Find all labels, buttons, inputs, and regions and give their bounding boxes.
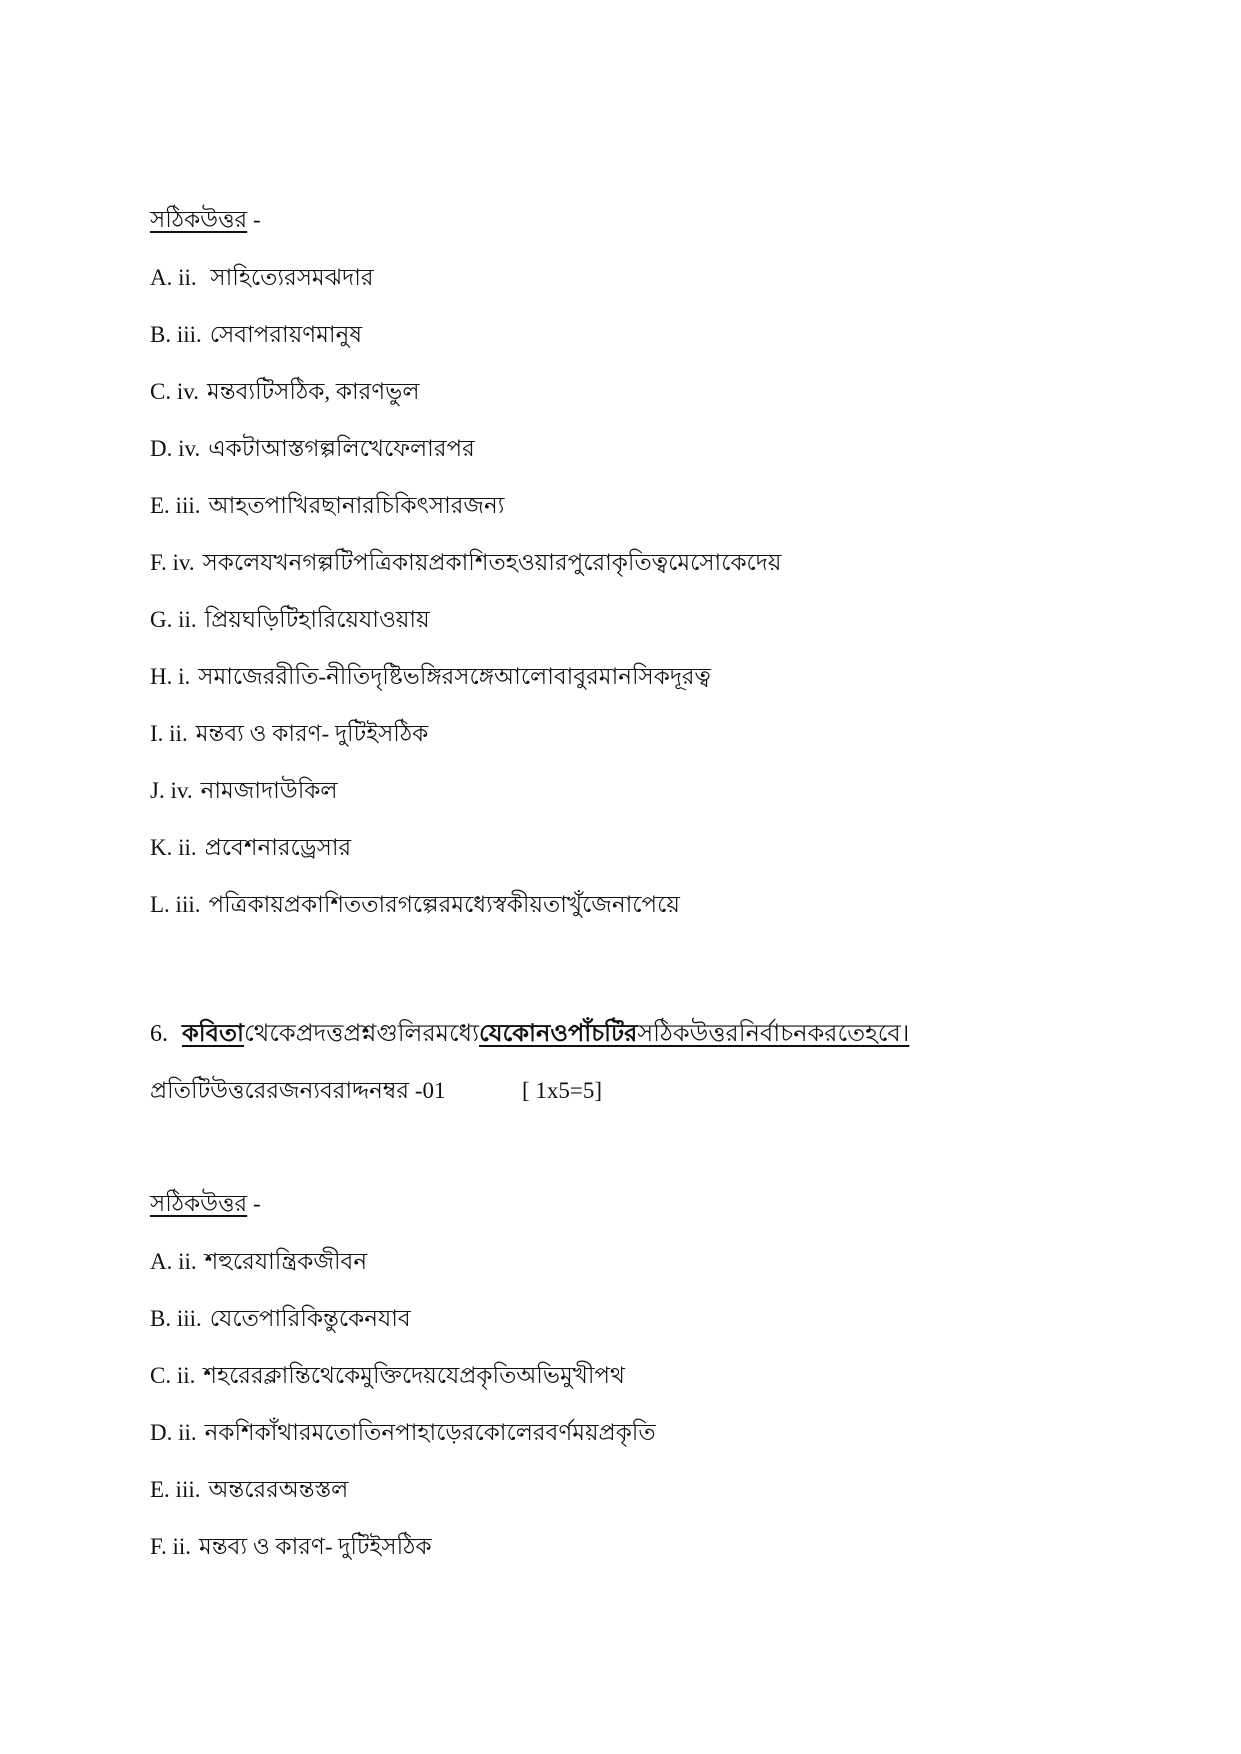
answer-heading-suffix: - xyxy=(247,1191,261,1216)
marks-scheme: [ 1x5=5] xyxy=(522,1078,603,1103)
answer-text: মন্তব্যটিসঠিক, কারণভুল xyxy=(207,379,420,404)
answer-item xyxy=(150,1247,367,1277)
answer-item xyxy=(150,1532,432,1562)
answer-item xyxy=(150,605,430,635)
answer-item xyxy=(150,434,475,464)
answer-text: সকলেযখনগল্পটিপত্রিকায়প্রকাশিতহওয়ারপুরোকৃতিত্বমেসোকেদেয় xyxy=(202,550,782,575)
answer-label: A. ii. xyxy=(150,1249,197,1274)
answer-label: I. ii. xyxy=(150,721,188,746)
answer-text: নামজাদাউকিল xyxy=(200,778,338,803)
question-6-heading xyxy=(150,1018,909,1050)
answer-text: সমাজেররীতি-নীতিদৃষ্টিভঙ্গিরসঙ্গেআলোবাবুরমানসিকদূরত্ব xyxy=(198,664,711,689)
answer-label: G. ii. xyxy=(150,607,197,632)
answer-label: D. iv. xyxy=(150,436,201,461)
answer-label: L. iii. xyxy=(150,892,201,917)
answer-text: মন্তব্য ও কারণ- দুটিইসঠিক xyxy=(198,1534,432,1559)
answer-label: A. ii. xyxy=(150,265,197,290)
answer-heading-label: সঠিকউত্তর xyxy=(150,1191,248,1216)
answer-text: যেতেপারিকিন্তুকেনযাব xyxy=(209,1306,411,1331)
answer-label: B. iii. xyxy=(150,322,202,347)
answer-item xyxy=(150,548,781,578)
answer-item xyxy=(150,1475,348,1505)
answer-label: J. iv. xyxy=(150,778,193,803)
answer-item xyxy=(150,1418,656,1448)
answer-label: E. iii. xyxy=(150,493,201,518)
question-number: 6. xyxy=(150,1021,168,1047)
answer-item xyxy=(150,491,504,521)
answer-item xyxy=(150,263,374,293)
answer-label: K. ii. xyxy=(150,835,197,860)
answer-label: H. i. xyxy=(150,664,191,689)
answer-text: পত্রিকায়প্রকাশিততারগল্পেরমধ্যেস্বকীয়তাখুঁজেনাপেয়ে xyxy=(208,892,680,917)
answer-text: সাহিত্যেরসমঝদার xyxy=(204,265,374,290)
question-rest: সঠিকউত্তরনির্বাচনকরতেহবে। xyxy=(637,1021,910,1047)
answer-text: আহতপাখিরছানারচিকিৎসারজন্য xyxy=(208,493,505,518)
answer-text: প্রিয়ঘড়িটিহারিয়েযাওয়ায় xyxy=(204,607,430,632)
answer-text: নকশিকাঁথারমতোতিনপাহাড়েরকোলেরবর্ণময়প্রকৃতি xyxy=(204,1420,656,1445)
answer-label: F. iv. xyxy=(150,550,195,575)
marks-line xyxy=(150,1076,603,1106)
answer-item xyxy=(150,719,428,749)
answer-heading xyxy=(150,1189,261,1219)
answer-text: শহুরেযান্ত্রিকজীবন xyxy=(204,1249,368,1274)
answer-item xyxy=(150,1304,411,1334)
answer-text: একটাআস্তগল্পলিখেফেলারপর xyxy=(208,436,475,461)
answer-text: শহরেরক্লান্তিথেকেমুক্তিদেয়যেপ্রকৃতিঅভিমুখীপথ xyxy=(203,1363,625,1388)
answer-text: মন্তব্য ও কারণ- দুটিইসঠিক xyxy=(195,721,429,746)
question-jekono: যেকোনওপাঁচটির xyxy=(479,1021,638,1047)
marks-text: প্রতিটিউত্তরেরজন্যবরাদ্দনম্বর -01 xyxy=(150,1078,446,1103)
answer-label: E. iii. xyxy=(150,1477,201,1502)
answer-item xyxy=(150,320,362,350)
question-theke: থেকেপ্রদত্তপ্রশ্নগুলিরমধ্যে xyxy=(243,1021,480,1047)
answer-text: সেবাপরায়ণমানুষ xyxy=(209,322,363,347)
answer-item xyxy=(150,776,338,806)
answer-text: প্রবেশনারড্রেসার xyxy=(204,835,352,860)
answer-label: D. ii. xyxy=(150,1420,197,1445)
answer-heading-suffix: - xyxy=(247,207,261,232)
answer-heading xyxy=(150,205,261,235)
answer-item xyxy=(150,377,419,407)
answer-label: C. iv. xyxy=(150,379,199,404)
answer-label: F. ii. xyxy=(150,1534,191,1559)
answer-heading-label: সঠিকউত্তর xyxy=(150,207,248,232)
answer-label: C. ii. xyxy=(150,1363,196,1388)
answer-text: অন্তরেরঅন্তস্তল xyxy=(208,1477,349,1502)
answer-item xyxy=(150,833,351,863)
answer-item xyxy=(150,662,711,692)
question-kobita: কবিতা xyxy=(182,1021,244,1047)
answer-item xyxy=(150,1361,625,1391)
answer-label: B. iii. xyxy=(150,1306,202,1331)
answer-item xyxy=(150,890,680,920)
